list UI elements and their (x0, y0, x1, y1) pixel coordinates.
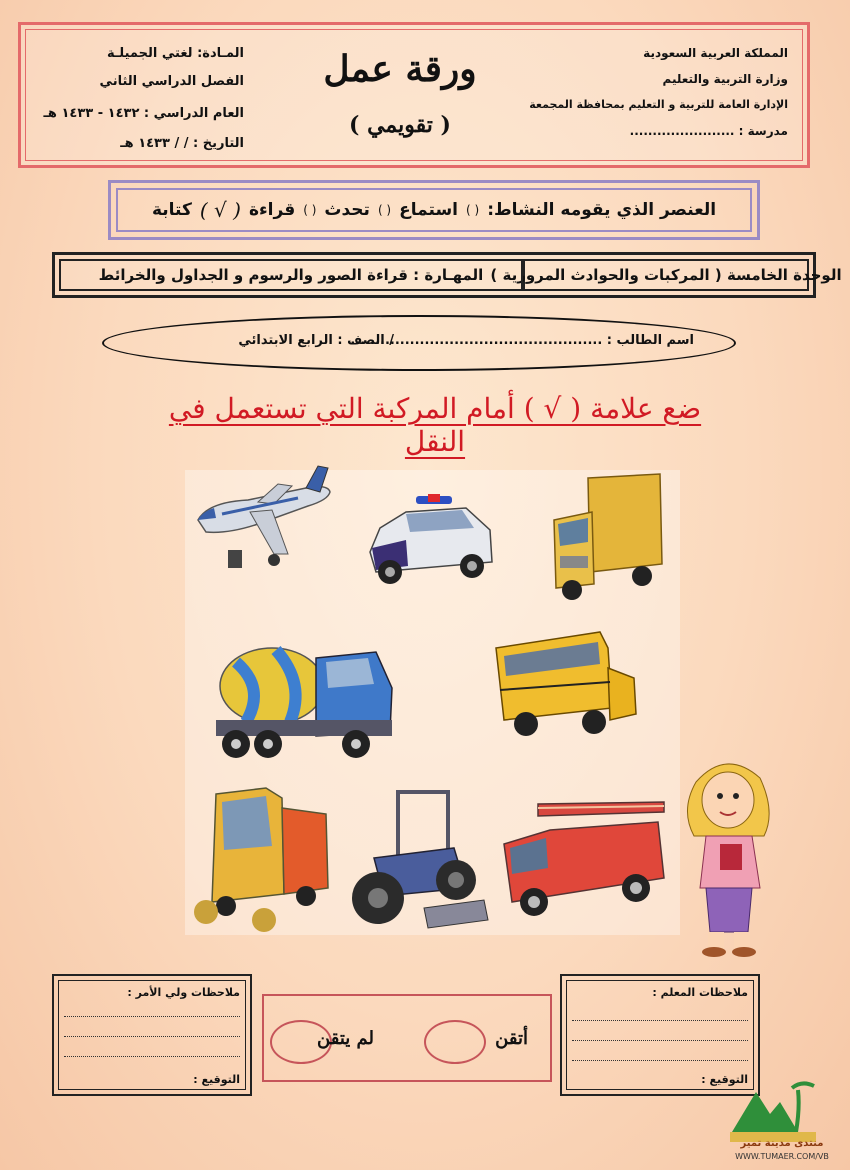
delivery-truck-icon[interactable] (548, 472, 668, 604)
unit-skill-box (52, 252, 842, 298)
header-date: التاريخ : / / ١٤٣٣ هـ (120, 136, 244, 151)
cement-mixer-icon[interactable] (206, 628, 398, 768)
student-grade: / الصف : الرابع الابتدائي (238, 333, 394, 348)
parent-notes-line[interactable] (64, 1056, 240, 1057)
header-subject: المـادة: لغتي الجميلـة (106, 46, 244, 61)
teacher-notes-line[interactable] (572, 1040, 748, 1041)
student-info-oval (102, 315, 736, 371)
parent-notes-box (52, 974, 252, 1096)
paren-writing[interactable]: ( √ ) (199, 198, 241, 222)
not-mastered-label: لم يتقن (317, 1028, 374, 1049)
header-semester: الفصل الدراسي الثاني (99, 74, 244, 89)
teacher-notes-line[interactable] (572, 1060, 748, 1061)
teacher-signature-label: التوقيع : (701, 1073, 748, 1086)
parent-notes-title: ملاحظات ولي الأمر : (127, 986, 240, 999)
teacher-notes-title: ملاحظات المعلم : (652, 986, 748, 999)
mastered-circle[interactable] (424, 1020, 486, 1064)
watermark-arabic: منتدى مدينة تمير (740, 1138, 824, 1149)
street-sweeper-icon[interactable] (186, 784, 334, 934)
unit-title: الوحدة الخامسة ( المركبات والحوادث المرورية ) (523, 259, 809, 291)
school-bus-icon[interactable] (490, 628, 640, 748)
element-listening: استماع (399, 200, 459, 220)
instruction-heading: ضع علامة ( √ ) أمام المركبة التي تستعمل في النقل (168, 392, 702, 458)
assessed-element-box (108, 180, 760, 240)
forum-logo-icon (728, 1078, 818, 1144)
skill-title: المهـارة : قراءة الصور والرسوم و الجداول والخرائط (59, 259, 523, 291)
evaluation-box (262, 994, 552, 1082)
teacher-notes-line[interactable] (572, 1020, 748, 1021)
watermark-url[interactable]: WWW.TUMAER.COM/VB (735, 1152, 829, 1161)
element-label: العنصر الذي يقومه النشاط: (487, 200, 717, 220)
header-year: العام الدراسي : ١٤٣٢ - ١٤٣٣ هـ (43, 106, 244, 121)
element-speaking: تحدث (324, 200, 370, 220)
mastered-label: أتقن (495, 1028, 528, 1049)
header-kingdom: المملكة العربية السعودية (643, 46, 788, 60)
tractor-icon[interactable] (344, 788, 494, 938)
header-ministry: وزارة التربية والتعليم (662, 72, 788, 86)
paren-reading[interactable]: ( ) (303, 203, 317, 217)
element-writing: كتابة (151, 200, 192, 220)
paren-speaking[interactable]: ( ) (377, 203, 392, 217)
element-reading: قراءة (248, 200, 296, 220)
parent-notes-line[interactable] (64, 1036, 240, 1037)
parent-notes-line[interactable] (64, 1016, 240, 1017)
police-car-icon[interactable] (366, 490, 496, 590)
parent-signature-label: التوقيع : (193, 1073, 240, 1086)
girl-illustration (676, 752, 780, 958)
student-name-field[interactable]: اسم الطالب : ................................................... (350, 333, 694, 348)
fire-truck-icon[interactable] (498, 794, 668, 924)
header-school: مدرسة : ....................... (629, 124, 788, 138)
header-directorate: الإدارة العامة للتربية و التعليم بمحافظة المجمعة (529, 98, 788, 111)
paren-listening[interactable]: ( ) (466, 203, 480, 217)
worksheet-subtitle: ( تقويمي ) (349, 112, 451, 138)
airplane-icon[interactable] (188, 462, 336, 570)
worksheet-title: ورقة عمل (323, 48, 477, 90)
